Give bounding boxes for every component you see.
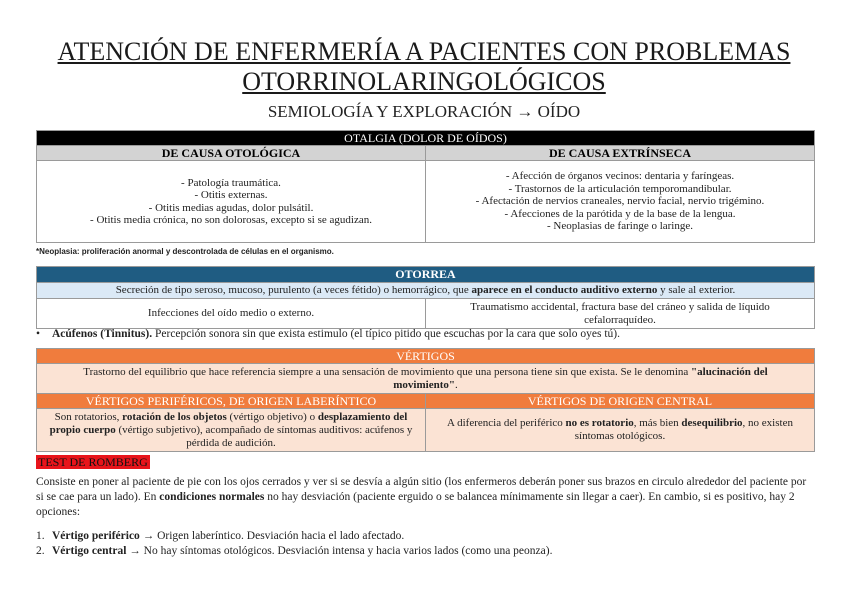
bullet-dot: • (36, 328, 41, 340)
list-text: → Origen laberíntico. Desviación hacia el lado afectado. (139, 530, 405, 542)
otorrea-left-cell: Infecciones del oído medio o externo. (37, 299, 426, 329)
otorrea-header: OTORREA (37, 267, 815, 283)
acufenos-text: Percepción sonora sin que exista estimulo (el típico pitido que escuchas por la cara que solo oyes tú). (152, 328, 620, 340)
otorrea-desc-start: Secreción de tipo seroso, mucoso, purulento (a veces fétido) o hemorrágico, que (115, 284, 472, 296)
central-vertigo-header: VÉRTIGOS DE ORIGEN CENTRAL (426, 394, 815, 409)
title-line-2: OTORRINOLARINGOLÓGICOS (242, 67, 606, 96)
bold-span: desequilibrio (681, 417, 743, 429)
vertigos-desc-bold: "alucinación del movimiento" (393, 365, 768, 391)
romberg-paragraph (36, 475, 816, 520)
vertigos-description (37, 364, 815, 394)
acufenos-bullet (36, 328, 620, 340)
romberg-test-label: TEST DE ROMBERG (38, 455, 148, 469)
otalgia-table (36, 130, 815, 243)
list-item: - Afecciones de la parótida y de la base de la lengua. (430, 208, 810, 221)
list-item: - Trastornos de la articulación temporomandibular. (430, 183, 810, 196)
text-span: (vértigo objetivo) o (226, 410, 318, 423)
peripheral-vertigo-header: VÉRTIGOS PERIFÉRICOS, DE ORIGEN LABERÍNTICO (37, 394, 426, 409)
text-span: (vértigo subjetivo), acompañado de síntomas auditivos: acúfenos y pérdida de audición. (115, 423, 413, 449)
otorrea-desc-end: y sale al exterior. (657, 284, 736, 296)
vertigos-table (36, 348, 815, 452)
bold-span: no es rotatorio (565, 417, 634, 429)
text-span: no hay desviación (paciente erguido o se balancea mínimamente sin llegar a caer). En cambio, si es positivo, hay 2 opciones: (36, 491, 795, 518)
vertigos-header: VÉRTIGOS (37, 349, 815, 364)
otalgia-left-header: DE CAUSA OTOLÓGICA (37, 146, 426, 161)
list-item: - Afección de órganos vecinos: dentaria y faríngeas. (430, 170, 810, 183)
acufenos-term: Acúfenos (Tinnitus). (52, 328, 153, 340)
subtitle: SEMIOLOGÍA Y EXPLORACIÓN → OÍDO (267, 102, 581, 121)
list-item (36, 544, 552, 559)
central-vertigo-cell (426, 409, 815, 452)
list-text: → No hay síntomas otológicos. Desviación intensa y hacia varios lados (como una peonza). (126, 545, 553, 557)
otorrea-description (37, 283, 815, 299)
list-number: 2. (36, 545, 45, 557)
otorrea-desc-bold: aparece en el conducto auditivo externo (471, 284, 658, 296)
list-item: - Patología traumática. (41, 177, 421, 190)
list-item: - Otitis medias agudas, dolor pulsátil. (41, 202, 421, 215)
otalgia-header: OTALGIA (DOLOR DE OÍDOS) (37, 131, 815, 146)
otalgia-left-cell (37, 161, 426, 243)
list-term: Vértigo periférico (52, 530, 140, 542)
otorrea-right-cell: Traumatismo accidental, fractura base del cráneo y salida de líquido cefalorraquídeo. (426, 299, 815, 329)
text-span: Consiste en poner al paciente de pie con los ojos cerrados y ver si se desvía a algún sitio (los enfermeros deberán poner sus brazos en circulo alrededor del paciente por si se cae para un lado). En (36, 476, 807, 503)
text-span: A diferencia del periférico (447, 417, 566, 429)
otalgia-right-header: DE CAUSA EXTRÍNSECA (426, 146, 815, 161)
text-span: , más bien (633, 417, 682, 429)
list-term: Vértigo central (52, 545, 127, 557)
list-item (36, 529, 552, 544)
list-item: - Otitis externas. (41, 189, 421, 202)
list-item: - Afectación de nervios craneales, nervio facial, nervio trigémino. (430, 195, 810, 208)
bold-span: rotación de los objetos (122, 410, 227, 423)
title-line-1: ATENCIÓN DE ENFERMERÍA A PACIENTES CON PROBLEMAS (57, 37, 791, 66)
bold-span: condiciones normales (159, 491, 265, 503)
list-number: 1. (36, 530, 45, 542)
list-item: - Neoplasias de faringe o laringe. (430, 220, 810, 233)
vertigos-desc-end: . (454, 378, 458, 391)
list-item: - Otitis media crónica, no son dolorosas, excepto si se agudizan. (41, 214, 421, 227)
text-span: , no existen síntomas otológicos. (574, 417, 793, 442)
otalgia-right-cell (426, 161, 815, 243)
otorrea-table (36, 266, 815, 329)
vertigos-desc-start: Trastorno del equilibrio que hace referencia siempre a una sensación de movimiento que una persona tiene sin que exista. Se le denomina (83, 365, 692, 378)
text-span: Son rotatorios, (54, 410, 123, 423)
neoplasia-footnote: *Neoplasia: proliferación anormal y descontrolada de células en el organismo. (36, 247, 334, 256)
romberg-options-list (36, 529, 552, 559)
extrinsic-causes-list (430, 170, 810, 233)
peripheral-vertigo-cell (37, 409, 426, 452)
otologic-causes-list (41, 177, 421, 227)
bold-span: desplazamiento del propio cuerpo (49, 410, 408, 436)
